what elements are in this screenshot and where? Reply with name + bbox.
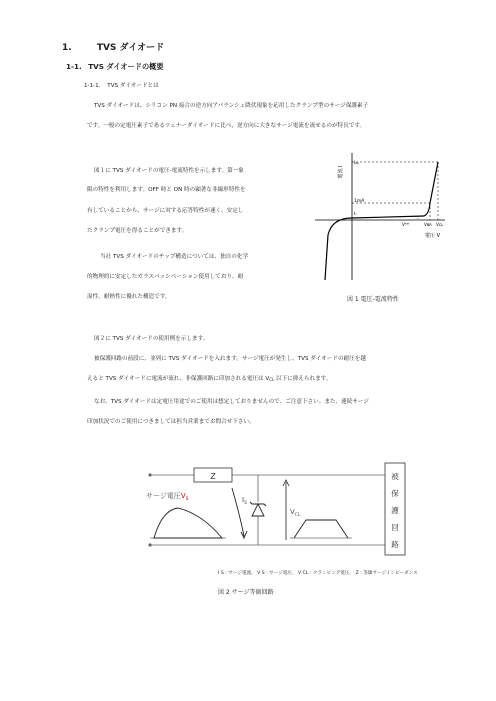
fig1-caption: 図 1 電圧-電流特性 (347, 296, 399, 303)
protected-circuit-char: 被 (391, 472, 399, 481)
fig2-text-p1: 図２に TVS ダイオードの使用例を示します。 (94, 336, 209, 342)
fig2-text-p3a: なお、TVS ダイオードは定電圧用途でのご使用は想定しておりませんので、ご注意下さい。また、連続サージ (94, 399, 369, 405)
fig1-text-line: 限の特性を利用します。OFF 時と ON 時の顕著な非線形特性を (87, 187, 246, 193)
fig1-text-line: 湿性、耐熱性に優れた構造です。 (87, 294, 171, 300)
subsection-number: 1-1. (66, 62, 82, 71)
fig2-text-p2b-pre: えると TVS ダイオードに電流が流れ、非保護回路に印加される電圧は V (87, 376, 270, 382)
fig1-text-line: 当社 TVS ダイオードのチップ構造については、独自の化学 (100, 254, 249, 260)
impedance-label: Z (210, 472, 216, 481)
fig2-legend: I S : サージ電流、 V S : サージ電圧、 V CL : クランピング電圧、 Z : 等価サージインピーダンス (218, 571, 418, 576)
subsubsection-number: 1-1-1. (84, 83, 101, 89)
ipp-label: Iₚₚ (354, 161, 360, 166)
fig1-text-line: 有していることから、サージに対する応答特性が速く、安定し (87, 208, 244, 214)
terminal-top (148, 473, 151, 476)
terminal-bottom (148, 543, 151, 546)
surge-voltage-label: サージ電圧$V_S$ (146, 492, 189, 502)
fig2-text-p2b (87, 377, 331, 383)
fig2-text-p2b-sub: CL (269, 377, 275, 382)
intro-line-2: です。一般の定電圧素子であるツェナーダイオードに比べ、逆方向に大きなサージ電流を流せるのが特長です。 (87, 123, 366, 129)
section-heading (62, 40, 164, 53)
1ma-label: 1mA (354, 199, 365, 204)
protected-circuit-char: 回 (391, 523, 399, 532)
vrm-label: Vᴿᴹ (402, 222, 409, 227)
fig1-text-line: 的物理的に安定したガラスパッシベーション使用しており、耐 (87, 274, 244, 280)
fig1-text-line: 図１に TVS ダイオードの電圧-電流特性を示します。第一象 (94, 168, 244, 174)
fig1-text-line: たクランプ電圧を得ることができます。 (87, 228, 188, 234)
fig2-caption: 図 2 サージ等価回路 (218, 589, 274, 596)
ir-label: Iᵣ (354, 212, 357, 217)
surge-current-label: $I_S$ (242, 496, 247, 506)
vbr-label: Vʙʀ (424, 222, 432, 227)
vcl-label: $V_{CL}$ (290, 508, 301, 518)
section-title: TVS ダイオード (96, 43, 165, 53)
voltage-axis-label: 電圧 V (425, 233, 441, 239)
clamped-waveform (294, 520, 348, 538)
protected-circuit-char: 護 (391, 506, 399, 515)
vi-characteristic-figure (310, 150, 450, 285)
section-number: 1. (62, 43, 72, 53)
fig2-text-p3b: 印加状況でのご使用につきましては担当営業までお問合せ下さい。 (87, 419, 255, 425)
protected-circuit-char: 路 (391, 540, 399, 549)
subsection-title: TVS ダイオードの概要 (88, 62, 164, 71)
fig2-text-p2b-post: 以下に抑えられます。 (274, 376, 332, 382)
protected-circuit-char: 保 (391, 489, 399, 498)
subsection-heading (66, 62, 164, 72)
surge-waveform (154, 508, 222, 538)
tvs-diode-icon (252, 504, 264, 516)
forward-curve (352, 162, 438, 218)
subsubsection-heading (84, 84, 159, 90)
current-axis-label: 電流 I (338, 165, 344, 179)
surge-circuit-figure (140, 458, 420, 563)
fig2-text-p2a: 被保護回路の前段に、並列に TVS ダイオードを入れます。サージ電圧が発生し、TVS ダイオードの耐圧を越 (94, 356, 366, 362)
subsubsection-title: TVS ダイオードとは (107, 83, 159, 89)
vcl-label: Vᴄʟ (436, 222, 444, 227)
intro-line-1: TVS ダイオードは、シリコン PN 接合の逆方向アバランシェ降伏現象を応用したクランプ型のサージ保護素子 (94, 103, 369, 109)
reverse-curve (325, 218, 352, 280)
